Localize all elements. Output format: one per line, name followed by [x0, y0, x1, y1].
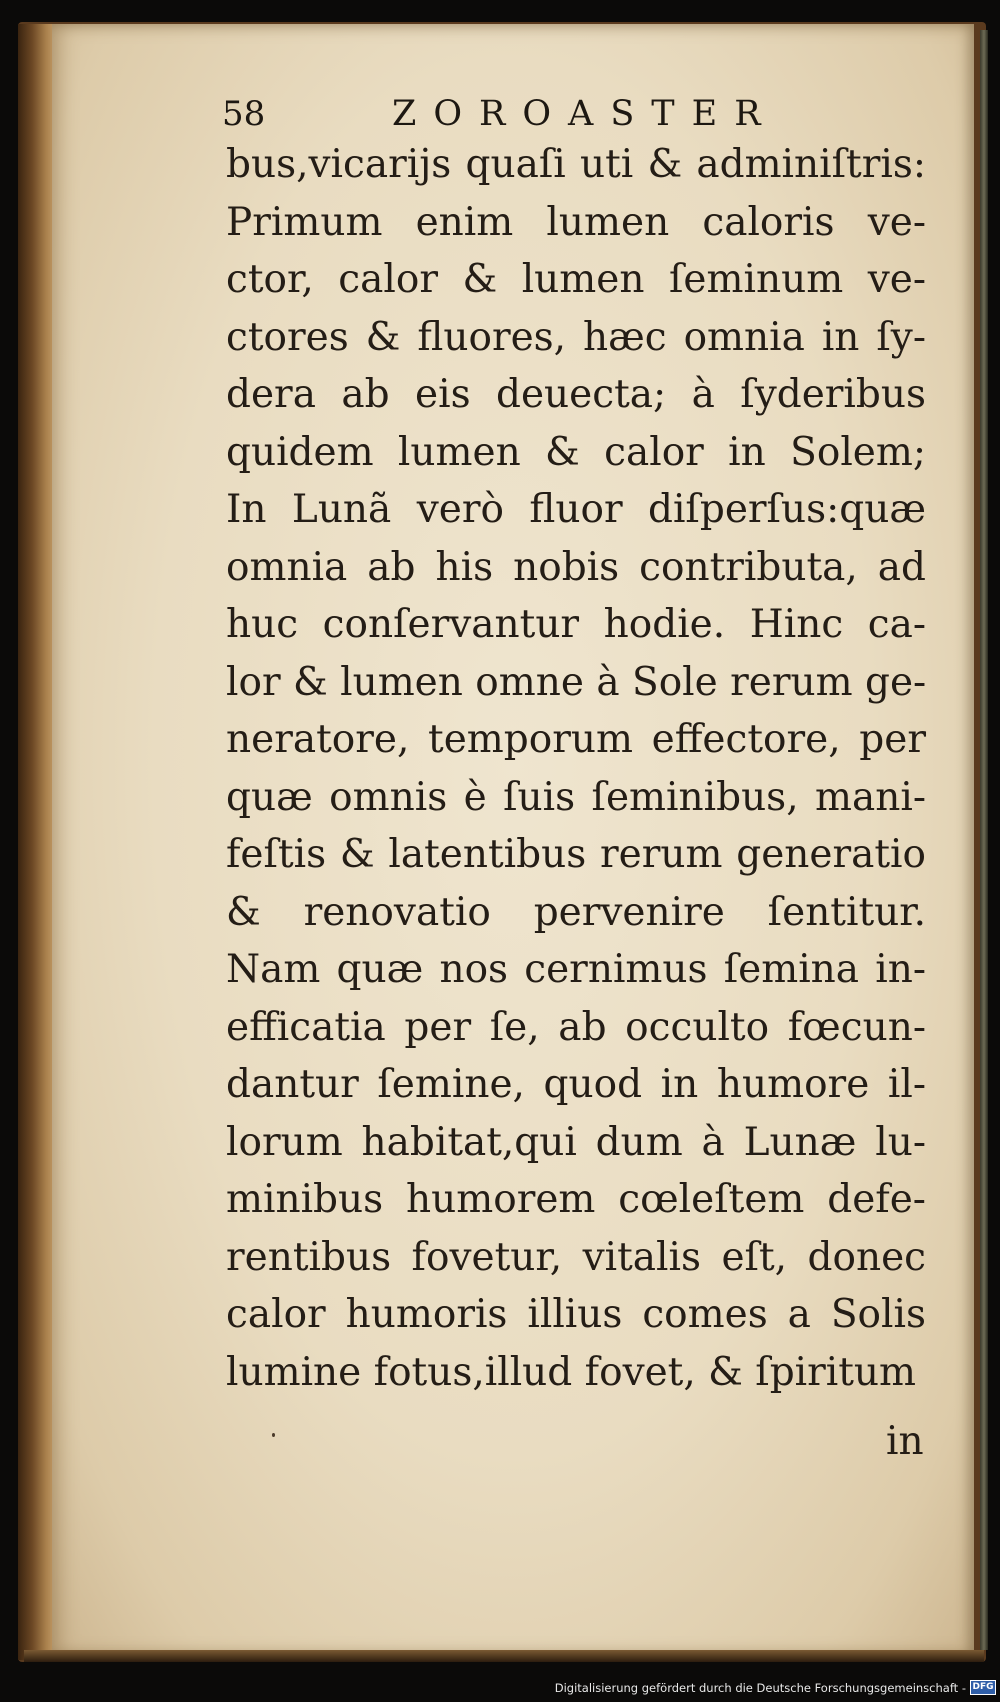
- text-line: lor & lumen omne à Sole rerum ge-: [226, 659, 927, 705]
- text-line: bus,vicarijs quaſi uti & adminiſtris:: [226, 142, 926, 187]
- text-line: lumine fotus,illud fovet, & ſpiritum: [226, 1349, 917, 1395]
- running-head: ZOROASTER: [392, 94, 778, 134]
- dfg-logo: DFG: [970, 1680, 996, 1695]
- text-line: neratore, temporum effectore, per: [226, 717, 926, 762]
- text-line: feſtis & latentibus rerum generatio: [226, 832, 926, 877]
- facing-page-edge: [980, 30, 988, 1650]
- text-line: calor humoris illius comes a Solis: [226, 1292, 926, 1337]
- text-line: dantur ſemine, quod in humore il-: [226, 1062, 926, 1107]
- text-line: quidem lumen & calor in Solem;: [226, 429, 926, 475]
- body-text: [226, 136, 926, 1401]
- bottom-edge: [24, 1650, 984, 1662]
- text-line: minibus humorem cœleſtem defe-: [226, 1177, 926, 1222]
- page-header: [222, 92, 862, 136]
- page-number: 58: [222, 94, 266, 134]
- catchword: in: [886, 1419, 924, 1464]
- footer-credit: Digitalisierung gefördert durch die Deutsche Forschungsgemeinschaft -: [554, 1681, 966, 1695]
- text-line: omnia ab his nobis contributa, ad: [226, 544, 926, 590]
- footer-bar: [0, 1676, 1000, 1702]
- text-line: rentibus fovetur, vitalis eſt, donec: [226, 1234, 926, 1280]
- text-line: ctor, calor & lumen ſeminum ve-: [226, 257, 926, 302]
- text-line: efficatia per ſe, ab occulto fœcun-: [226, 1004, 926, 1050]
- text-line: Primum enim lumen caloris ve-: [226, 199, 926, 245]
- text-line: lorum habitat,qui dum à Lunæ lu-: [226, 1119, 926, 1165]
- text-line: Nam quæ nos cernimus ſemina in-: [226, 947, 926, 992]
- text-line: In Lunã verò fluor diſperſus:quæ: [226, 487, 926, 532]
- text-line: ctores & fluores, hæc omnia in ſy-: [226, 314, 926, 360]
- text-line: & renovatio pervenire ſentitur.: [226, 889, 926, 935]
- ink-speck: [272, 1433, 275, 1437]
- text-line: huc conſervantur hodie. Hinc ca-: [226, 602, 926, 647]
- text-line: quæ omnis è ſuis ſeminibus, mani-: [226, 774, 926, 820]
- text-line: dera ab eis deuecta; à ſyderibus: [226, 372, 926, 417]
